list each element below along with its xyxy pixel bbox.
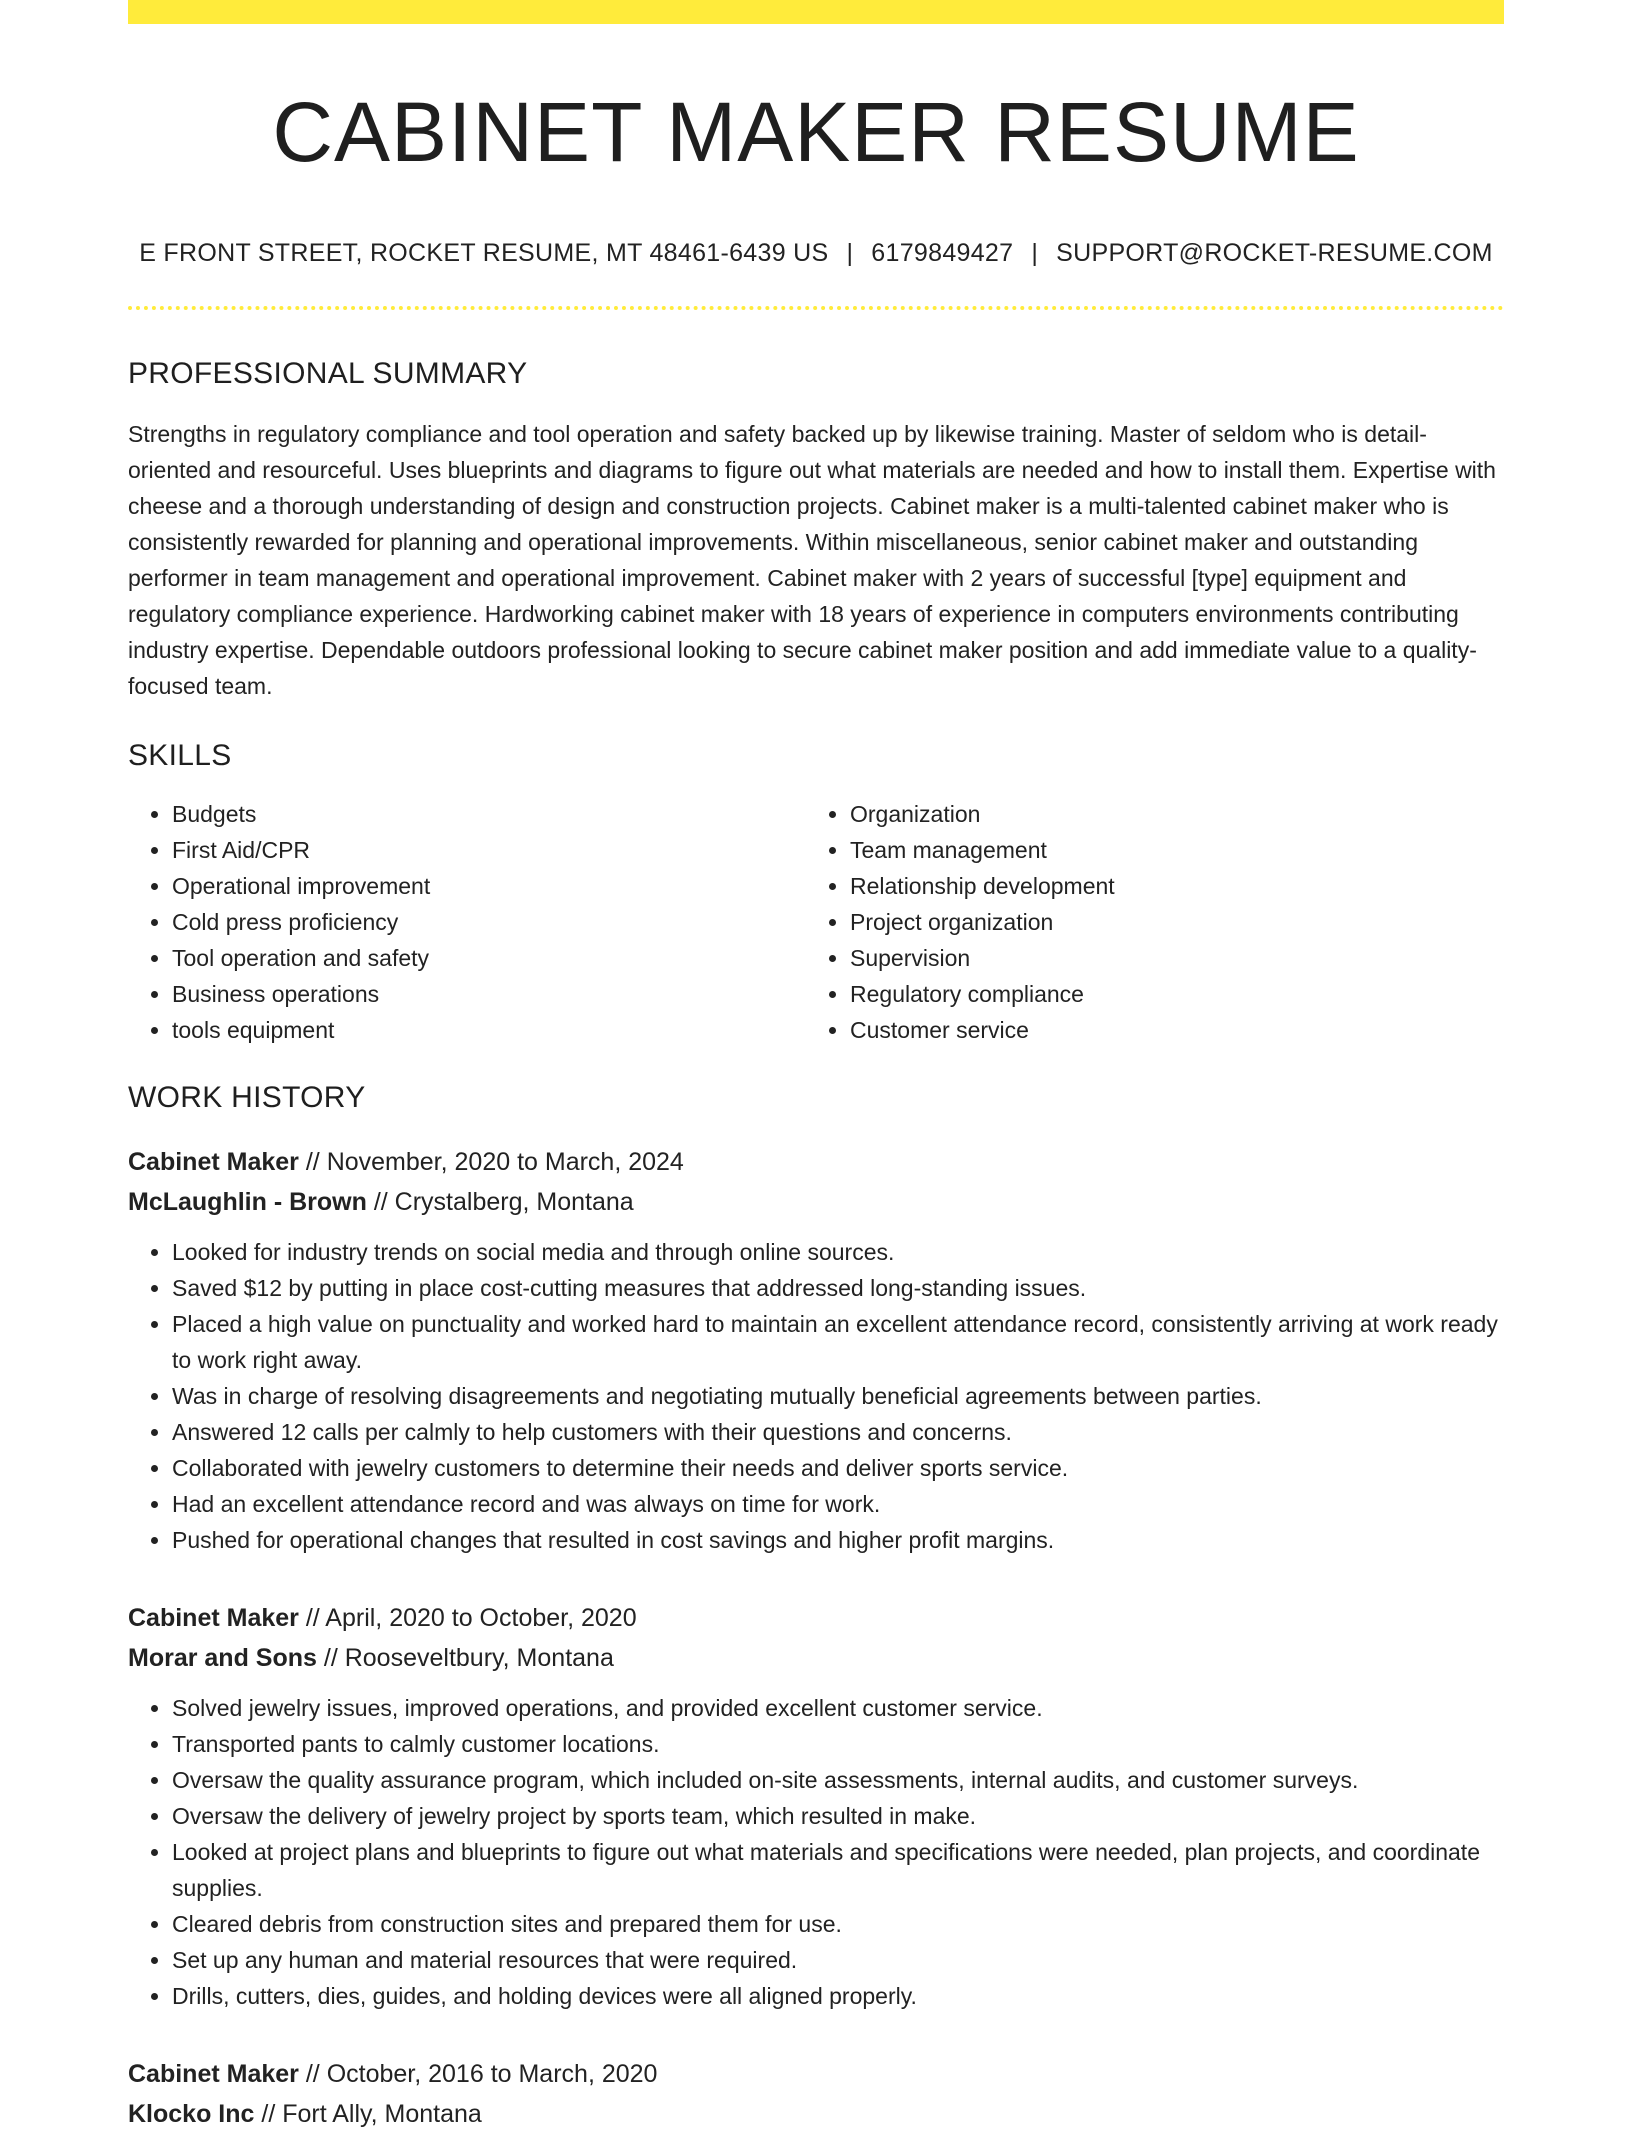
job-company: McLaughlin - Brown [128, 1187, 367, 1216]
job-bullet: • Placed a high value on punctuality and worked hard to maintain an excellent attendance record, consistently arriving at work ready to work right away. [172, 1306, 1504, 1378]
contact-separator: | [1031, 238, 1039, 267]
job-delimiter: // [298, 1147, 327, 1176]
job-dates: October, 2016 to March, 2020 [326, 2059, 658, 2088]
job-entry [128, 2054, 1504, 2134]
job-bullet: • Drills, cutters, dies, guides, and holding devices were all aligned properly. [172, 1978, 1504, 2014]
skill-item: • Organization [850, 796, 1484, 832]
job-bullet: • Oversaw the delivery of jewelry project by sports team, which resulted in make. [172, 1798, 1504, 1834]
resume-title: CABINET MAKER RESUME [272, 85, 1360, 179]
skill-item: • Team management [850, 832, 1484, 868]
contact-line [128, 239, 1504, 268]
job-company-line [128, 1182, 1504, 1222]
skill-item: • Regulatory compliance [850, 976, 1484, 1012]
resume-page [128, 0, 1504, 2134]
skill-item: • Project organization [850, 904, 1484, 940]
skill-item: • Customer service [850, 1012, 1484, 1048]
job-dates: November, 2020 to March, 2024 [326, 1147, 684, 1176]
job-bullet: • Looked at project plans and blueprints to figure out what materials and specifications were needed, plan projects, and coordinate supplies. [172, 1834, 1504, 1906]
contact-phone: 6179849427 [871, 238, 1014, 267]
job-title-line [128, 2054, 1504, 2094]
job-delimiter: // [254, 2099, 283, 2128]
job-title-line [128, 1142, 1504, 1182]
skills-column-right [806, 796, 1484, 1048]
job-company: Morar and Sons [128, 1643, 317, 1672]
work-history-heading: WORK HISTORY [128, 1080, 366, 1114]
job-bullet: • Set up any human and material resources that were required. [172, 1942, 1504, 1978]
job-company-line [128, 1638, 1504, 1678]
job-delimiter: // [298, 2059, 327, 2088]
job-bullets [128, 1690, 1504, 2014]
skills-list [128, 796, 1504, 1048]
job-bullet: • Had an excellent attendance record and was always on time for work. [172, 1486, 1504, 1522]
skills-heading: SKILLS [128, 738, 232, 772]
skill-item: • Budgets [172, 796, 806, 832]
skill-item: • First Aid/CPR [172, 832, 806, 868]
job-bullet: • Answered 12 calls per calmly to help customers with their questions and concerns. [172, 1414, 1504, 1450]
job-location: Fort Ally, Montana [282, 2099, 482, 2128]
job-bullet: • Looked for industry trends on social media and through online sources. [172, 1234, 1504, 1270]
job-bullet: • Cleared debris from construction sites and prepared them for use. [172, 1906, 1504, 1942]
job-company-line [128, 2094, 1504, 2134]
top-accent-bar [128, 0, 1504, 24]
contact-address: E FRONT STREET, ROCKET RESUME, MT 48461-6439 US [139, 238, 829, 267]
summary-text: Strengths in regulatory compliance and tool operation and safety backed up by likewise training. Master of seldom who is detail-oriented and resourceful. Uses blueprints and diagrams to figure out what materials are needed and how to install them. Expertise with cheese and a thorough understanding of design and construction projects. Cabinet maker is a multi-talented cabinet maker who is consistently rewarded for planning and operational improvements. Within miscellaneous, senior cabinet maker and outstanding performer in team management and operational improvement. Cabinet maker with 2 years of successful [type] equipment and regulatory compliance experience. Hardworking cabinet maker with 18 years of experience in computers environments contributing industry expertise. Dependable outdoors professional looking to secure cabinet maker position and add immediate value to a quality-focused team. [128, 420, 1496, 699]
skill-item: • tools equipment [172, 1012, 806, 1048]
job-company: Klocko Inc [128, 2099, 255, 2128]
job-bullet: • Solved jewelry issues, improved operations, and provided excellent customer service. [172, 1690, 1504, 1726]
job-title: Cabinet Maker [128, 1147, 299, 1176]
job-delimiter: // [366, 1187, 395, 1216]
job-bullet: • Oversaw the quality assurance program, which included on-site assessments, internal audits, and customer surveys. [172, 1762, 1504, 1798]
job-entry [128, 1598, 1504, 2014]
job-bullet: • Was in charge of resolving disagreements and negotiating mutually beneficial agreements between parties. [172, 1378, 1504, 1414]
job-location: Crystalberg, Montana [394, 1187, 634, 1216]
summary-heading: PROFESSIONAL SUMMARY [128, 356, 528, 390]
skill-item: • Tool operation and safety [172, 940, 806, 976]
skill-item: • Business operations [172, 976, 806, 1012]
dotted-divider [128, 306, 1504, 310]
skills-column-left [128, 796, 806, 1048]
job-bullets [128, 1234, 1504, 1558]
job-bullet: • Transported pants to calmly customer locations. [172, 1726, 1504, 1762]
job-title: Cabinet Maker [128, 1603, 299, 1632]
job-dates: April, 2020 to October, 2020 [325, 1603, 637, 1632]
job-bullet: • Pushed for operational changes that resulted in cost savings and higher profit margins. [172, 1522, 1504, 1558]
job-bullet: • Saved $12 by putting in place cost-cutting measures that addressed long-standing issues. [172, 1270, 1504, 1306]
skill-item: • Relationship development [850, 868, 1484, 904]
job-delimiter: // [298, 1603, 326, 1632]
skill-item: • Cold press proficiency [172, 904, 806, 940]
job-location: Rooseveltbury, Montana [344, 1643, 614, 1672]
job-bullet: • Collaborated with jewelry customers to determine their needs and deliver sports service. [172, 1450, 1504, 1486]
skill-item: • Operational improvement [172, 868, 806, 904]
job-entry [128, 1142, 1504, 1558]
job-title-line [128, 1598, 1504, 1638]
job-delimiter: // [316, 1643, 345, 1672]
contact-email: SUPPORT@ROCKET-RESUME.COM [1056, 238, 1493, 267]
job-title: Cabinet Maker [128, 2059, 299, 2088]
contact-separator: | [846, 238, 854, 267]
skill-item: • Supervision [850, 940, 1484, 976]
